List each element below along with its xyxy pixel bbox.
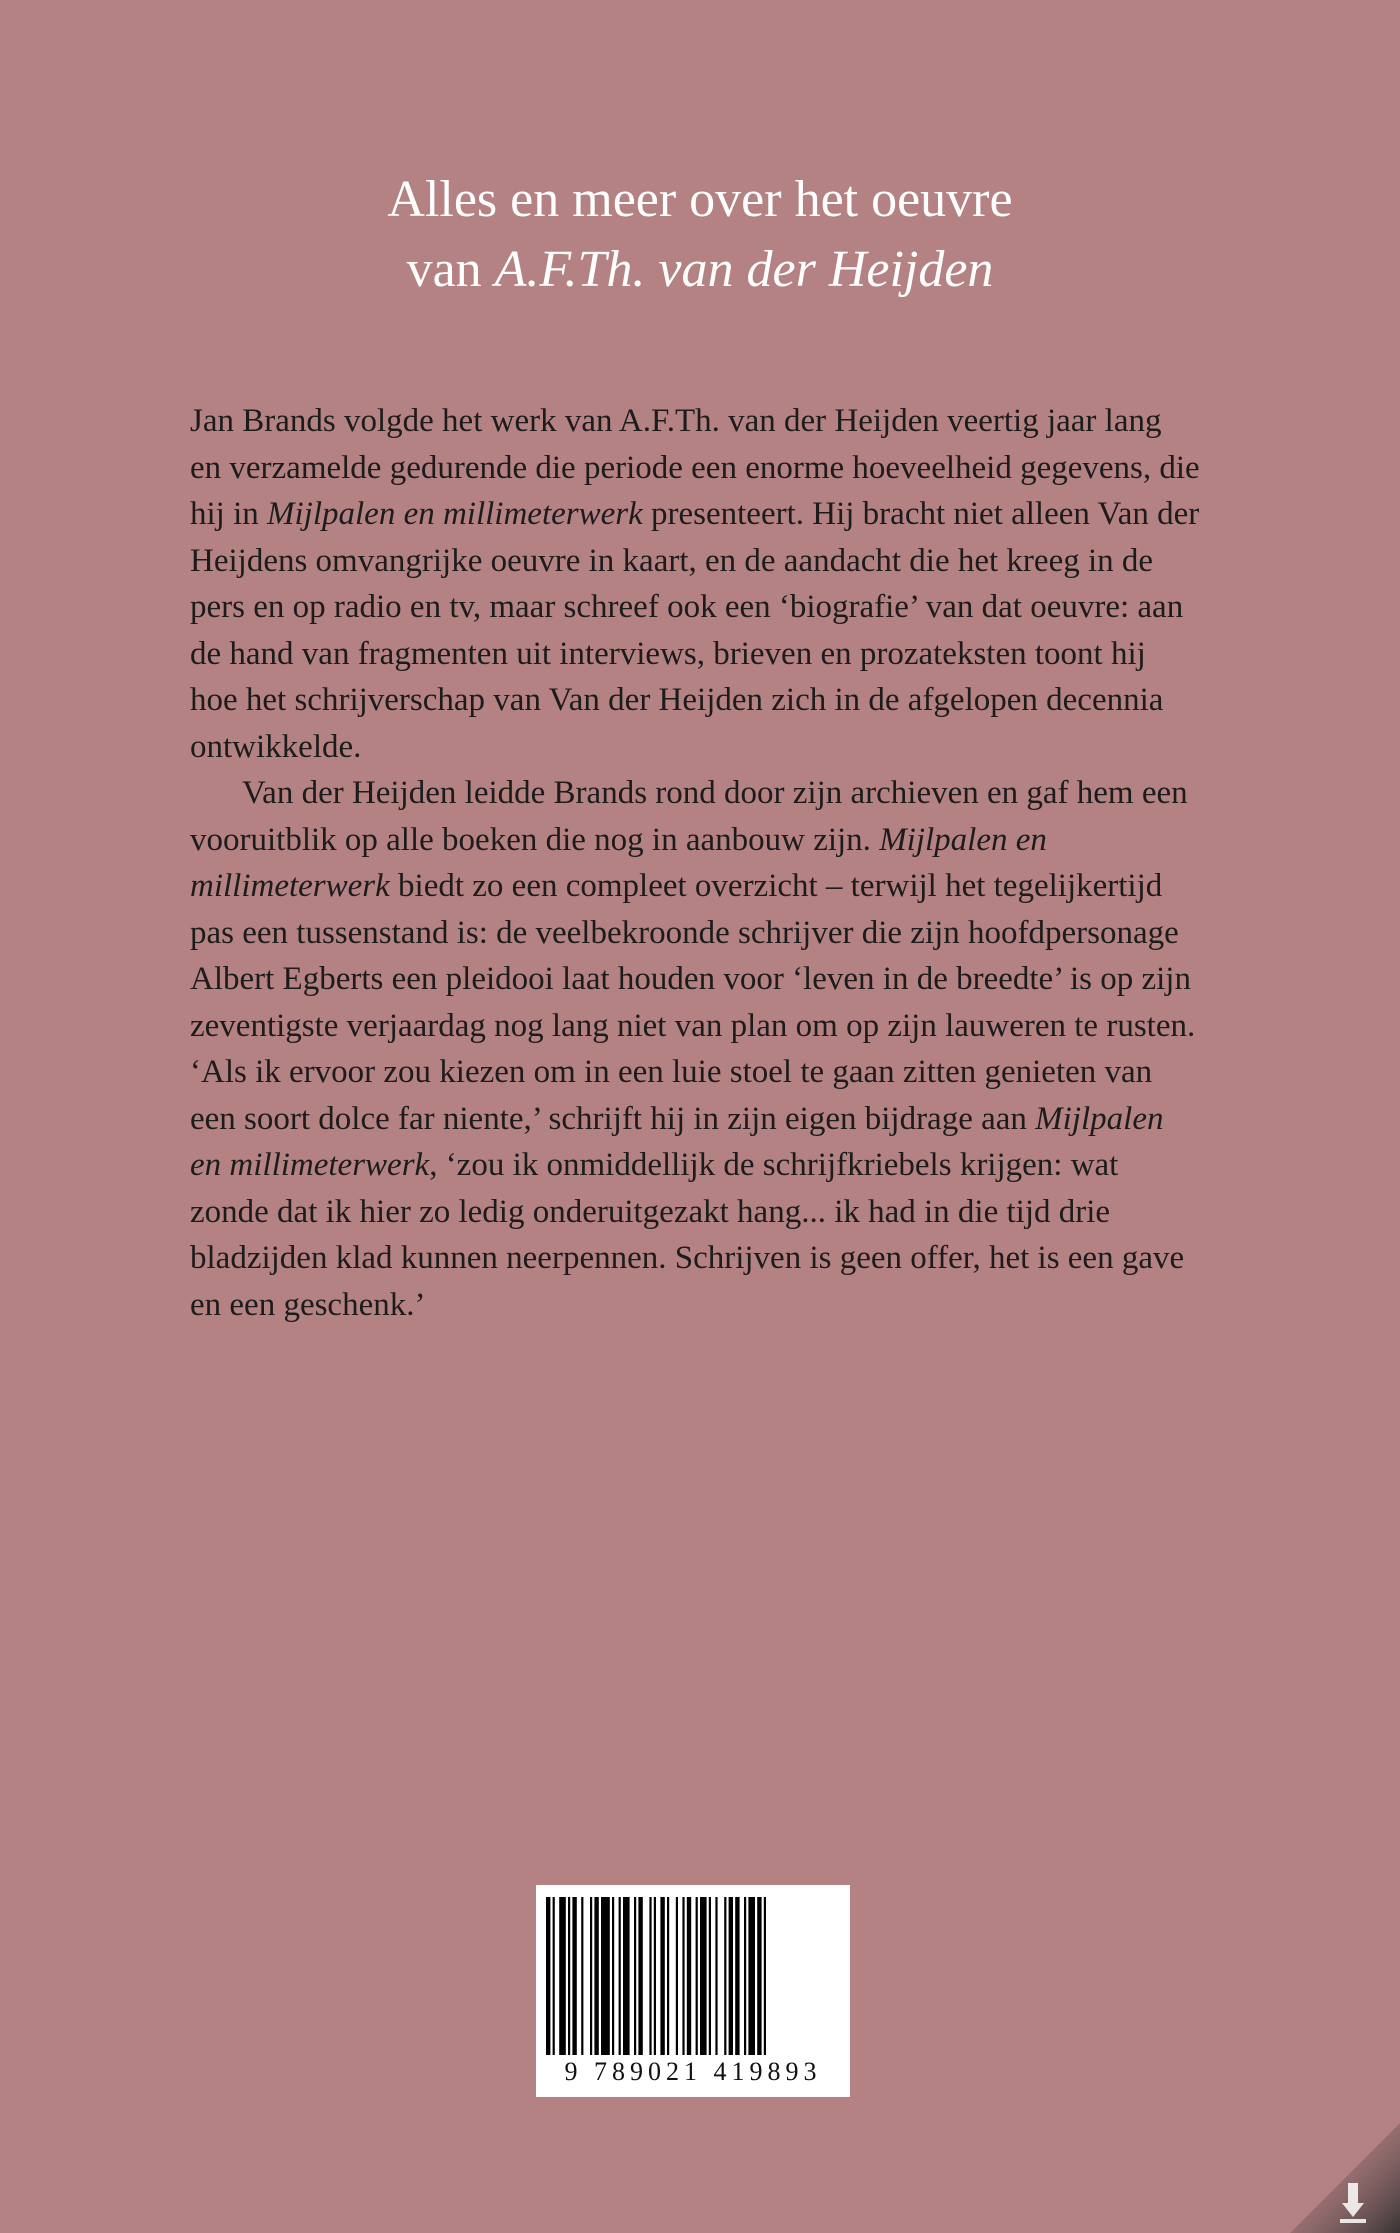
blurb-paragraph-1 [190,398,1200,770]
blurb-paragraph-2 [190,770,1200,1328]
blurb-p1-book-title: Mijlpalen en millimeterwerk [267,496,643,532]
barcode-bar [735,1897,739,2055]
barcode-bar [729,1897,733,2055]
barcode-bar [623,1897,630,2055]
barcode-bar [667,1897,669,2055]
blurb-p2-text-c: , ‘zou ik onmiddellijk de schrijfkriebels krijgen: wat zonde dat ik hier zo ledig onderuitgezakt hang... ik had in die tijd drie bladzijden klad kunnen neerpennen. Schrijven is geen offer, het is een gave en een geschenk.’ [190,1147,1185,1323]
barcode-bar [709,1897,711,2055]
blurb-text [190,398,1200,1328]
barcode-bar [612,1897,614,2055]
barcode-bar [649,1897,651,2055]
barcode-bar [700,1897,707,2055]
blurb-p2-text-b: biedt zo een compleet overzicht – terwijl het tegelijkertijd pas een tussenstand is: de veelbekroonde schrijver die zijn hoofdpersonage Albert Egberts een pleidooi laat houden voor ‘leven in de breedte’ is op zijn zeventigste verjaardag nog lang niet van plan om op zijn lauweren te rusten. ‘Als ik ervoor zou kiezen om in een luie stoel te gaan zitten genieten van een soort dolce far niente,’ schrijft hij in zijn eigen bijdrage aan [190,868,1196,1137]
barcode-bar [619,1897,621,2055]
barcode-bar [676,1897,678,2055]
headline-line-2 [0,240,1400,299]
blurb-p2-book-title: Mijlpalen en millimeterwerk [190,821,1047,904]
barcode-bar [546,1897,550,2055]
barcode-bar [724,1897,726,2055]
barcode-bar [682,1897,684,2055]
barcode-bar [559,1897,566,2055]
barcode-bar [553,1897,555,2055]
barcode-bar [634,1897,636,2055]
barcode-bar [590,1897,592,2055]
barcode-bar [687,1897,691,2055]
headline-line-1: Alles en meer over het oeuvre [387,171,1013,228]
barcode-bar [581,1897,583,2055]
isbn-number: 9 789021 419893 [564,2057,822,2086]
barcode-bar [654,1897,656,2055]
barcode-bar [748,1897,755,2055]
barcode-bar [601,1897,610,2055]
blurb-p2-text-a: Van der Heijden leidde Brands rond door zijn archieven en gaf hem een vooruitblik op alle boeken die nog in aanbouw zijn. [190,775,1188,858]
barcode-bar [638,1897,642,2055]
isbn-barcode [536,1885,850,2097]
download-corner-icon[interactable] [1290,2123,1400,2233]
barcode-bar [660,1897,664,2055]
blurb-p1-text-a: Jan Brands volgde het werk van A.F.Th. van der Heijden veertig jaar lang en verzamelde gedurende die periode een enorme hoeveelheid gegevens, die hij in [190,403,1200,532]
barcode-bar [757,1897,761,2055]
barcode-bar [696,1897,698,2055]
barcode-bar [572,1897,576,2055]
barcode-bar [744,1897,746,2055]
blurb-p2-book-title-2: Mijlpalen en millimeterwerk [190,1100,1164,1183]
barcode-bar [715,1897,717,2055]
barcode-bar [764,1897,766,2055]
barcode-bar [568,1897,570,2055]
headline-author: A.F.Th. van der Heijden [494,241,994,298]
barcode-bar [594,1897,598,2055]
headline-prefix: van [406,241,495,298]
blurb-p1-text-b: presenteert. Hij bracht niet alleen Van der Heijdens omvangrijke oeuvre in kaart, en de aandacht die het kreeg in de pers en op radio en tv, maar schreef ook een ‘biografie’ van dat oeuvre: aan de hand van fragmenten uit interviews, brieven en prozateksten toont hij hoe het schrijverschap van Van der Heijden zich in de afgelopen decennia ontwikkelde. [190,496,1200,765]
